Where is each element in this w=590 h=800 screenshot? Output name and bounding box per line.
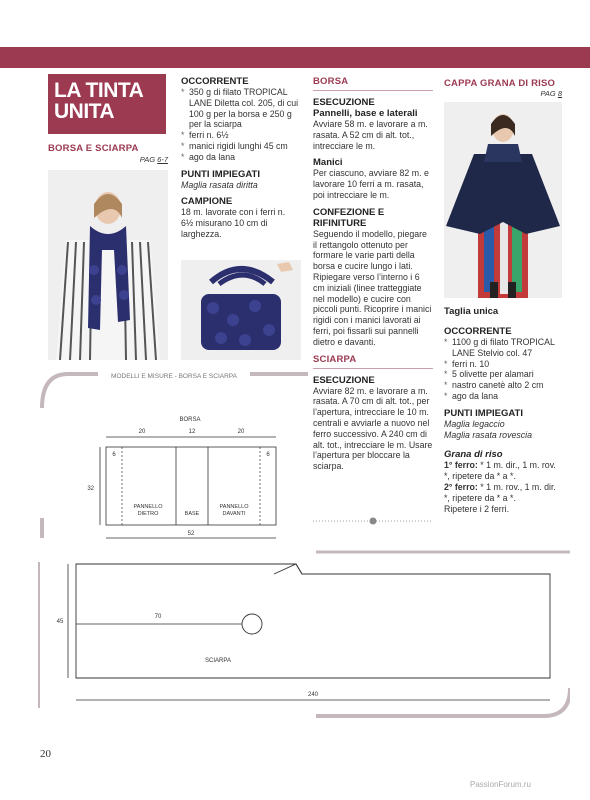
page-ref-cappa: PAG 8	[540, 89, 562, 98]
grana-heading: Grana di riso	[444, 449, 503, 461]
manici-text: Per ciascuno, avviare 82 m. e lavorare 10 ferri a m. rasata, poi intrecciare le m.	[313, 168, 429, 200]
label-base: BASE	[184, 511, 200, 517]
list-item: * ferri n. 6½	[181, 130, 299, 141]
list-item: * ferri n. 10	[444, 359, 564, 370]
dim-w-mid: 12	[188, 429, 196, 435]
watermark: PassionForum.ru	[470, 780, 531, 789]
esecuzione-heading: ESECUZIONE	[313, 97, 375, 108]
list-item: * ago da lana	[444, 391, 564, 402]
dim-scarf-height: 45	[56, 619, 64, 625]
punti-text: Maglia rasata diritta	[181, 179, 258, 190]
sciarpa-text: Avviare 82 m. e lavorare a m. rasata. A 70 cm di alt. tot., per l’apertura, intrecciare le 10 m. centrali e avviarle a nuovo nel ferro successivo. A 240 cm di alt. tot., intrecciare le m. Usare l’apertura per bloccare la sciarpa.	[313, 385, 433, 472]
pannelli-heading: Pannelli, base e laterali	[313, 108, 418, 119]
confezione-heading: CONFEZIONE E RIFINITURE	[313, 206, 385, 229]
campione-heading: CAMPIONE	[181, 196, 233, 208]
cappa-occorrente-list	[444, 337, 564, 402]
cappa-punti-1: Maglia legaccio	[444, 418, 505, 429]
label-davanti-1: PANNELLO	[219, 504, 249, 510]
list-item: * 350 g di filato TROPICAL LANE Diletta col. 205, di cui 100 g per la borsa e 250 g per la sciarpa	[181, 87, 299, 130]
list-item: * manici rigidi lunghi 45 cm	[181, 141, 299, 152]
section-sciarpa: SCIARPA	[313, 353, 357, 365]
photo-scarf-model	[48, 170, 168, 360]
dim-scarf-total: 240	[307, 692, 319, 698]
label-sciarpa: SCIARPA	[205, 658, 231, 664]
header-stripe	[0, 47, 590, 68]
diagram-borsa	[38, 368, 310, 548]
photo-bag	[181, 260, 301, 360]
pannelli-text: Avviare 58 m. e lavorare a m. rasata. A 52 cm di alt. tot., intrecciare le m.	[313, 119, 428, 151]
dim-fold-left: 6	[112, 452, 116, 458]
ripetere-text: Ripetere i 2 ferri.	[444, 503, 510, 514]
ferro-2: 2° ferro: * 1 m. rov., 1 m. dir. *, ripetere da * a *.	[444, 481, 556, 503]
dim-total: 52	[187, 531, 195, 537]
dim-fold-right: 6	[266, 452, 270, 458]
diagram-sciarpa	[38, 548, 570, 728]
article-title: LA TINTA UNITA	[48, 74, 166, 134]
campione-text: 18 m. lavorate con i ferri n. 6½ misurano 10 cm di larghezza.	[181, 207, 286, 239]
label-dietro-2: DIETRO	[137, 511, 159, 517]
cappa-punti-2: Maglia rasata rovescia	[444, 429, 533, 440]
diagram-borsa-title: MODELLI E MISURE - BORSA E SCIARPA	[111, 373, 237, 380]
page-number: 20	[40, 748, 51, 760]
scarf-model-image	[48, 170, 168, 360]
cappa-punti-heading: PUNTI IMPIEGATI	[444, 407, 523, 419]
dim-w-left: 20	[138, 429, 146, 435]
dim-w-right: 20	[237, 429, 245, 435]
dim-opening: 70	[154, 614, 162, 620]
list-item: * 5 olivette per alamari	[444, 369, 564, 380]
list-item: * 1100 g di filato TROPICAL LANE Stelvio col. 47	[444, 337, 564, 359]
decorative-divider	[313, 512, 431, 520]
section-borsa: BORSA	[313, 76, 349, 87]
taglia-label: Taglia unica	[444, 306, 499, 317]
list-item: * nastro canetè alto 2 cm	[444, 380, 564, 391]
punti-heading: PUNTI IMPIEGATI	[181, 168, 260, 180]
occorrente-list	[181, 87, 299, 163]
label-davanti-2: DAVANTI	[222, 511, 246, 517]
sciarpa-esecuzione-heading: ESECUZIONE	[313, 374, 375, 386]
bag-image	[181, 260, 301, 360]
dim-height: 32	[87, 486, 94, 492]
ferro-1: 1° ferro: * 1 m. dir., 1 m. rov. *, ripetere da * a *.	[444, 460, 556, 482]
occorrente-heading: OCCORRENTE	[181, 76, 249, 87]
cappa-occorrente-heading: OCCORRENTE	[444, 326, 512, 337]
confezione-text: Seguendo il modello, piegare il rettangolo ottenuto per formare le varie parti della borsa e cucire lungo i lati. Ripiegare verso l’interno i 6 cm iniziali (linee tratteggiate nel modello) e cucire con piccoli punti. Ricoprire i manici rigidi con i manici lavorati ai ferri, poi fissarli sui pannelli dietro e davanti.	[313, 228, 432, 347]
section-borsa-sciarpa: BORSA E SCIARPA	[48, 143, 139, 154]
manici-heading: Manici	[313, 157, 343, 169]
cape-model-image	[444, 102, 562, 298]
list-item: * ago da lana	[181, 152, 299, 163]
cappa-block	[444, 306, 564, 514]
label-dietro-1: PANNELLO	[133, 504, 163, 510]
photo-cape-model	[444, 102, 562, 298]
borsa-block	[313, 76, 433, 472]
page-ref-borsa: PAG 6-7	[139, 155, 168, 164]
occorrente-block	[181, 76, 299, 240]
borsa-label: BORSA	[179, 417, 201, 423]
header-band	[0, 0, 590, 68]
section-cappa: CAPPA GRANA DI RISO	[444, 78, 556, 89]
